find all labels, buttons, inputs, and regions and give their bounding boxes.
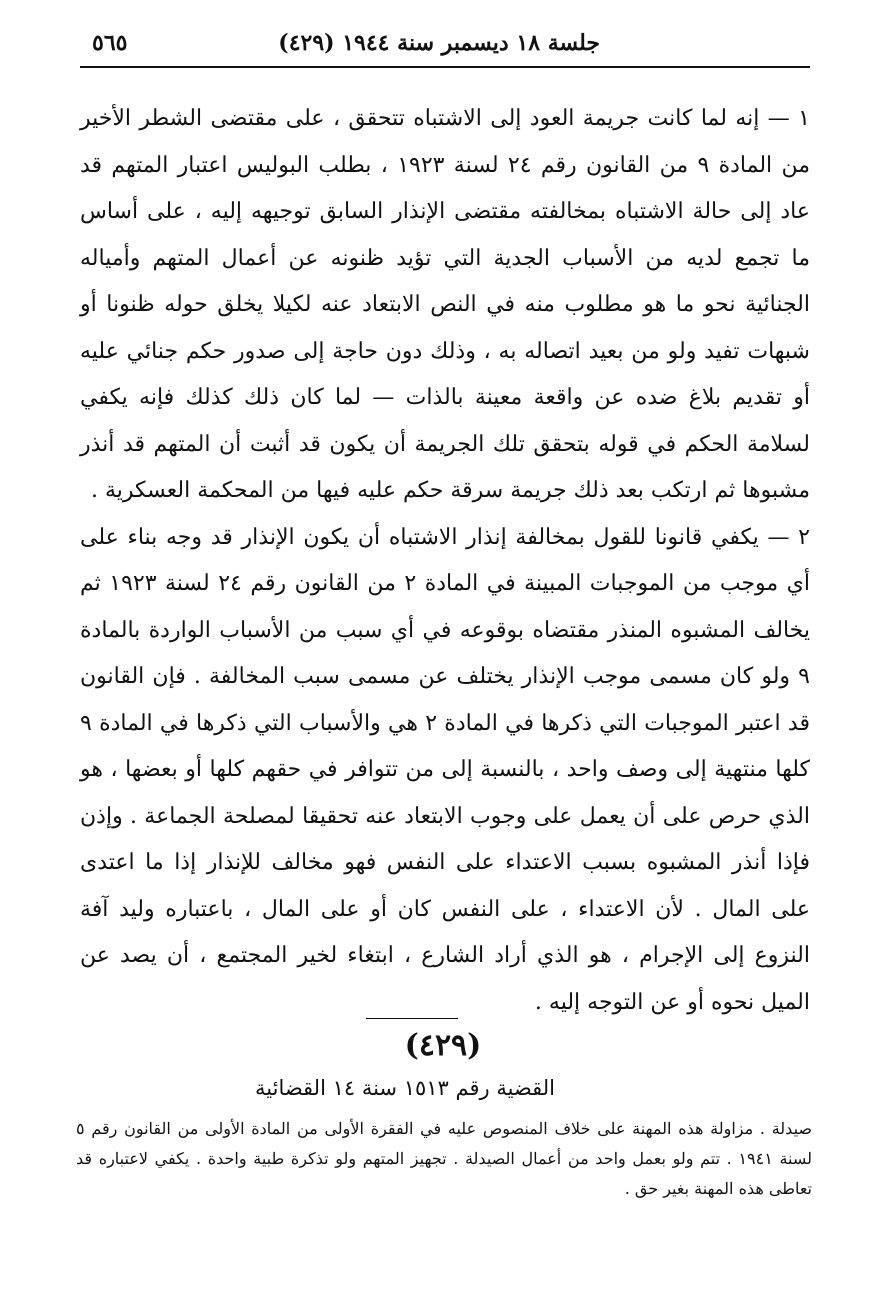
case-number: (٤٢٩)	[404, 1028, 482, 1063]
ruling-paragraph-1: ١ — إنه لما كانت جريمة العود إلى الاشتباه تتحقق ، على مقتضى الشطر الأخير من المادة ٩ من القانون رقم ٢٤ لسنة ١٩٢٣ ، بطلب البوليس اعتبار المتهم قد عاد إلى حالة الاشتباه بمخالفته مقتضى الإنذار السابق توجيهه إليه ، على أساس ما تجمع لديه من الأسباب الجدية التي تؤيد ظنونه عن أعمال المتهم وأمياله الجنائية نحو ما هو مطلوب منه في النص الابتعاد عنه لكيلا يخلق حوله ظنونا أو شبهات تفيد ولو من بعيد اتصاله به ، وذلك دون حاجة إلى صدور حكم جنائي عليه أو تقديم بلاغ ضده عن واقعة معينة بالذات — لما كان ذلك كذلك فإنه يكفي لسلامة الحكم في قوله بتحقق تلك الجريمة أن يكون قد أثبت أن المتهم قد أنذر مشبوها ثم ارتكب بعد ذلك جريمة سرقة حكم عليه فيها من المحكمة العسكرية .	[80, 106, 811, 503]
page-number: ٥٦٥	[92, 30, 128, 56]
case-title: القضية رقم ١٥١٣ سنة ١٤ القضائية	[255, 1076, 555, 1100]
header-rule	[80, 66, 810, 68]
case-summary: صيدلة . مزاولة هذه المهنة على خلاف المنصوص عليه في الفقرة الأولى من المادة الأولى من القانون رقم ٥ لسنة ١٩٤١ . تتم ولو بعمل واحد من أعمال الصيدلة . تجهيز المتهم ولو تذكرة طبية واحدة . يكفي لاعتباره قد تعاطى هذه المهنة بغير حق .	[76, 1119, 812, 1198]
ruling-text	[80, 96, 810, 1026]
page-header	[76, 26, 810, 66]
running-title: جلسة ١٨ ديسمبر سنة ١٩٤٤ (٤٢٩)	[278, 30, 600, 56]
ruling-paragraph-2: ٢ — يكفي قانونا للقول بمخالفة إنذار الاشتباه أن يكون الإنذار قد وجه بناء على أي موجب من الموجبات المبينة في المادة ٢ من القانون رقم ٢٤ لسنة ١٩٢٣ ثم يخالف المشبوه المنذر مقتضاه بوقوعه في أي سبب من الأسباب الواردة بالمادة ٩ ولو كان مسمى موجب الإنذار يختلف عن مسمى سبب المخالفة . فإن القانون قد اعتبر الموجبات التي ذكرها في المادة ٢ هي والأسباب التي ذكرها في المادة ٩ كلها منتهية إلى وصف واحد ، بالنسبة إلى من تتوافر في حقهم كلها أو بعضها ، هو الذي حرص على أن يعمل على وجوب الابتعاد عنه تحقيقا لمصلحة الجماعة . وإذن فإذا أنذر المشبوه بسبب الاعتداء على النفس فهو مخالف للإنذار إذا ما اعتدى على المال . لأن الاعتداء ، على النفس كان أو على المال ، باعتباره وليد آفة النزوع إلى الإجرام ، هو الذي أراد الشارع ، ابتغاء لخير المجتمع ، أن يصد عن الميل نحوه أو عن التوجه إليه .	[80, 524, 810, 1015]
section-divider	[366, 1018, 458, 1019]
